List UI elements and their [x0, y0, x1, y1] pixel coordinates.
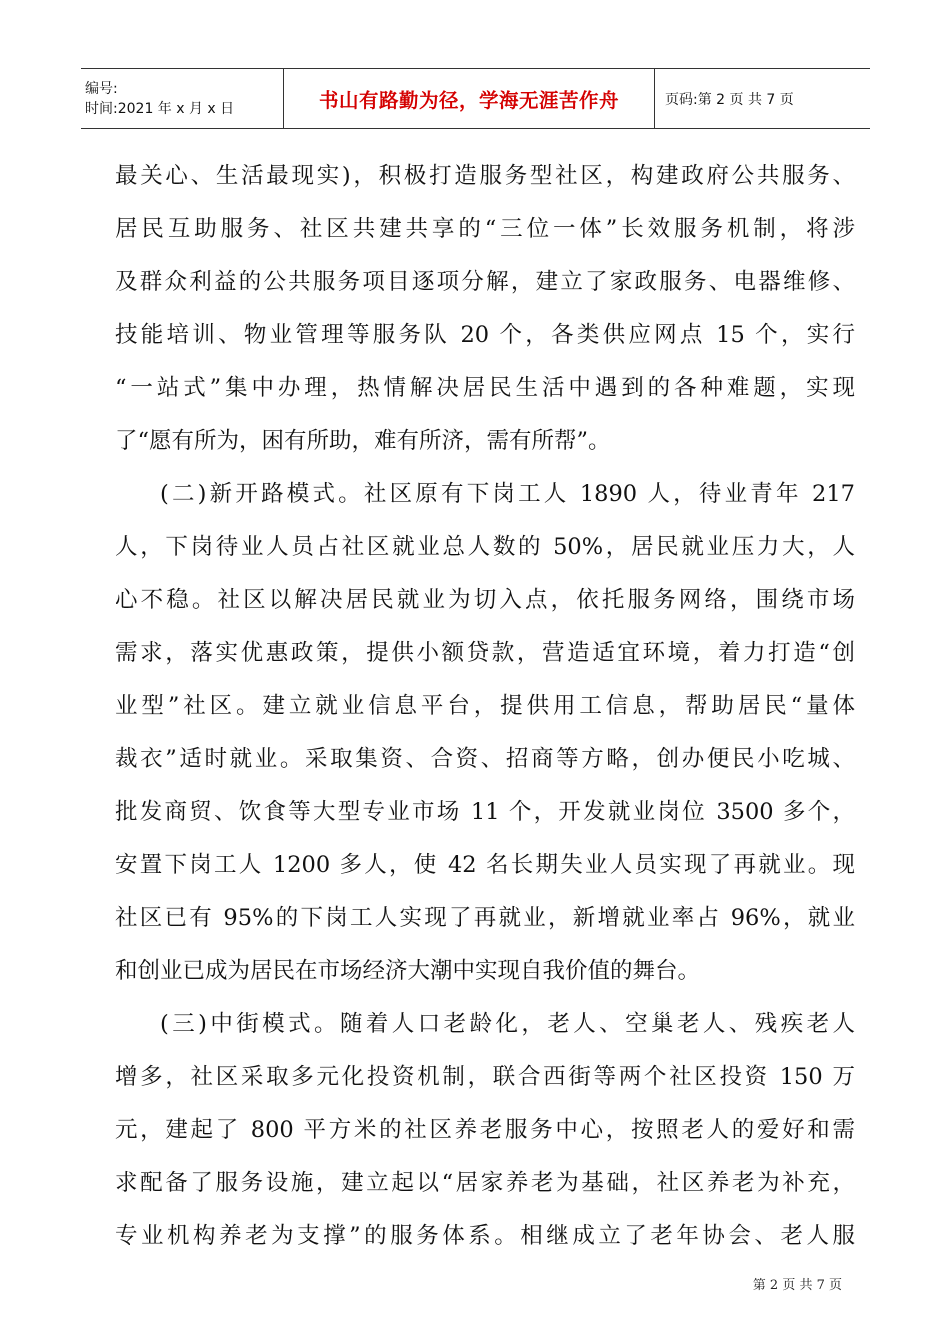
document-number-label: 编号: [85, 80, 118, 97]
body-line: 增多，社区采取多元化投资机制，联合西街等两个社区投资 150 万 [115, 1064, 855, 1090]
body-line: 业型”社区。建立就业信息平台，提供用工信息，帮助居民“量体 [115, 693, 855, 719]
body-line: 了“愿有所为，困有所助，难有所济，需有所帮”。 [115, 428, 611, 454]
header-page-cell [655, 69, 870, 128]
body-line: 安置下岗工人 1200 多人，使 42 名长期失业人员实现了再就业。现 [115, 852, 855, 878]
body-line: 裁衣”适时就业。采取集资、合资、招商等方略，创办便民小吃城、 [115, 746, 855, 772]
header-motto-cell [283, 69, 655, 128]
body-line: 居民互助服务、社区共建共享的“三位一体”长效服务机制，将涉 [115, 216, 855, 242]
body-line: 专业机构养老为支撑”的服务体系。相继成立了老年协会、老人服 [115, 1223, 855, 1249]
header-table [81, 68, 870, 129]
body-line: 批发商贸、饮食等大型专业市场 11 个，开发就业岗位 3500 多个， [115, 799, 855, 825]
body-line: 社区已有 95%的下岗工人实现了再就业，新增就业率占 96%，就业 [115, 905, 855, 931]
footer-page-number: 第 2 页 共 7 页 [752, 1278, 842, 1293]
body-line: 人，下岗待业人员占社区就业总人数的 50%，居民就业压力大，人 [115, 534, 855, 560]
body-line: 需求，落实优惠政策，提供小额贷款，营造适宜环境，着力打造“创 [115, 640, 855, 666]
body-line: 和创业已成为居民在市场经济大潮中实现自我价值的舞台。 [115, 958, 701, 984]
body-line: 技能培训、物业管理等服务队 20 个，各类供应网点 15 个，实行 [115, 322, 855, 348]
document-date-label: 时间:2021 年 x 月 x 日 [85, 100, 235, 117]
section-heading-line: (三)中街模式。随着人口老龄化，老人、空巢老人、残疾老人 [160, 1011, 855, 1037]
section-heading-line: (二)新开路模式。社区原有下岗工人 1890 人，待业青年 217 [160, 481, 855, 507]
body-line: 心不稳。社区以解决居民就业为切入点，依托服务网络，围绕市场 [115, 587, 855, 613]
header-meta [81, 69, 283, 128]
body-line: 及群众利益的公共服务项目逐项分解，建立了家政服务、电器维修、 [115, 269, 855, 295]
body-line: 元，建起了 800 平方米的社区养老服务中心，按照老人的爱好和需 [115, 1117, 855, 1143]
body-line: “一站式”集中办理，热情解决居民生活中遇到的各种难题，实现 [115, 375, 855, 401]
body-line: 最关心、生活最现实)，积极打造服务型社区，构建政府公共服务、 [115, 163, 855, 189]
header-page-label: 页码:第 2 页 共 7 页 [665, 91, 794, 108]
header-motto: 书山有路勤为径，学海无涯苦作舟 [318, 88, 619, 112]
body-line: 求配备了服务设施，建立起以“居家养老为基础，社区养老为补充， [115, 1170, 855, 1196]
document-body [115, 150, 855, 1263]
